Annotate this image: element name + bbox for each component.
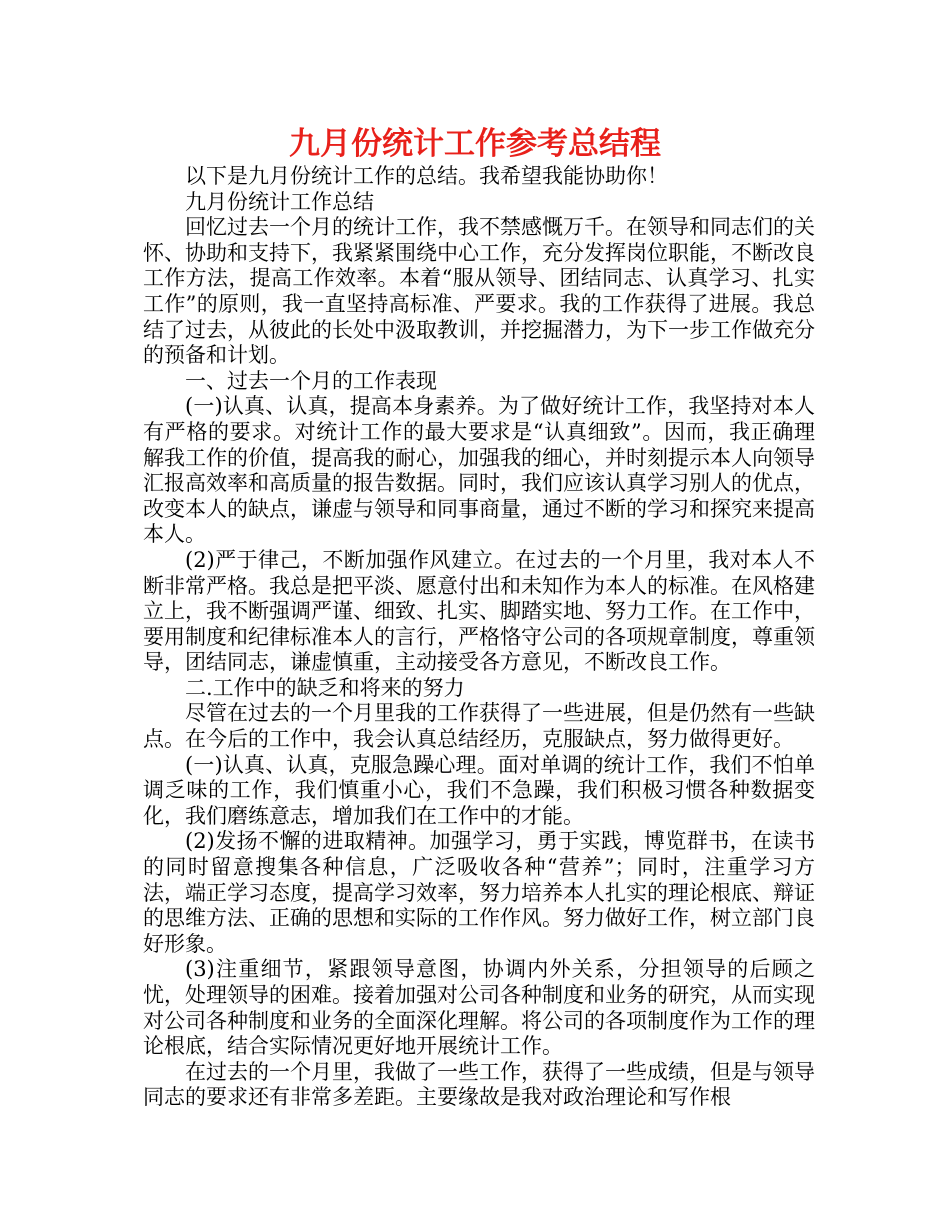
document-body [143,164,815,1111]
body-paragraph: (3)注重细节，紧跟领导意图，协调内外关系，分担领导的后顾之忧，处理领导的困难。接着加强对公司各种制度和业务的研究，从而实现对公司各种制度和业务的全面深化理解。将公司的各项制度作为工作的理论根底，结合实际情况更好地开展统计工作。 [143,957,815,1059]
body-paragraph: 在过去的一个月里，我做了一些工作，获得了一些成绩，但是与领导同志的要求还有非常多差距。主要缘故是我对政治理论和写作根 [143,1059,815,1110]
intro-paragraph: 以下是九月份统计工作的总结。我希望我能协助你！ [185,164,668,188]
body-paragraph: (2)严于律己，不断加强作风建立。在过去的一个月里，我对本人不断非常严格。我总是把平淡、愿意付出和未知作为本人的标准。在风格建立上，我不断强调严谨、细致、扎实、脚踏实地、努力工作。在工作中，要用制度和纪律标准本人的言行，严格恪守公司的各项规章制度，尊重领导，团结同志，谦虚慎重，主动接受各方意见，不断改良工作。 [143,547,815,675]
body-paragraph: 回忆过去一个月的统计工作，我不禁感慨万千。在领导和同志们的关怀、协助和支持下，我紧紧围绕中心工作，充分发挥岗位职能，不断改良工作方法，提高工作效率。本着“服从领导、团结同志、认真学习、扎实工作”的原则，我一直坚持高标准、严要求。我的工作获得了进展。我总结了过去，从彼此的长处中汲取教训，并挖掘潜力，为下一步工作做充分的预备和计划。 [143,215,815,368]
body-paragraph: (一)认真、认真，克服急躁心理。面对单调的统计工作，我们不怕单调乏味的工作，我们慎重小心，我们不急躁，我们积极习惯各种数据变化，我们磨练意志，增加我们在工作中的才能。 [143,752,815,828]
section-heading: 二.工作中的缺乏和将来的努力 [185,675,465,700]
body-paragraph: 尽管在过去的一个月里我的工作获得了一些进展，但是仍然有一些缺点。在今后的工作中，我会认真总结经历，克服缺点，努力做得更好。 [143,701,815,752]
body-paragraph: (一)认真、认真，提高本身素养。为了做好统计工作，我坚持对本人有严格的要求。对统计工作的最大要求是“认真细致”。因而，我正确理解我工作的价值，提高我的耐心，加强我的细心，并时刻提示本人向领导汇报高效率和高质量的报告数据。同时，我们应该认真学习别人的优点，改变本人的缺点，谦虚与领导和同事商量，通过不断的学习和探究来提高本人。 [143,394,815,547]
document-title: 九月份统计工作参考总结程 [289,126,661,162]
section-heading: 一、过去一个月的工作表现 [185,368,437,393]
subtitle-paragraph: 九月份统计工作总结 [185,189,374,214]
body-paragraph: (2)发扬不懈的进取精神。加强学习，勇于实践，博览群书，在读书的同时留意搜集各种信息，广泛吸收各种“营养”；同时，注重学习方法，端正学习态度，提高学习效率，努力培养本人扎实的理论根底、辩证的思维方法、正确的思想和实际的工作作风。努力做好工作，树立部门良好形象。 [143,829,815,956]
